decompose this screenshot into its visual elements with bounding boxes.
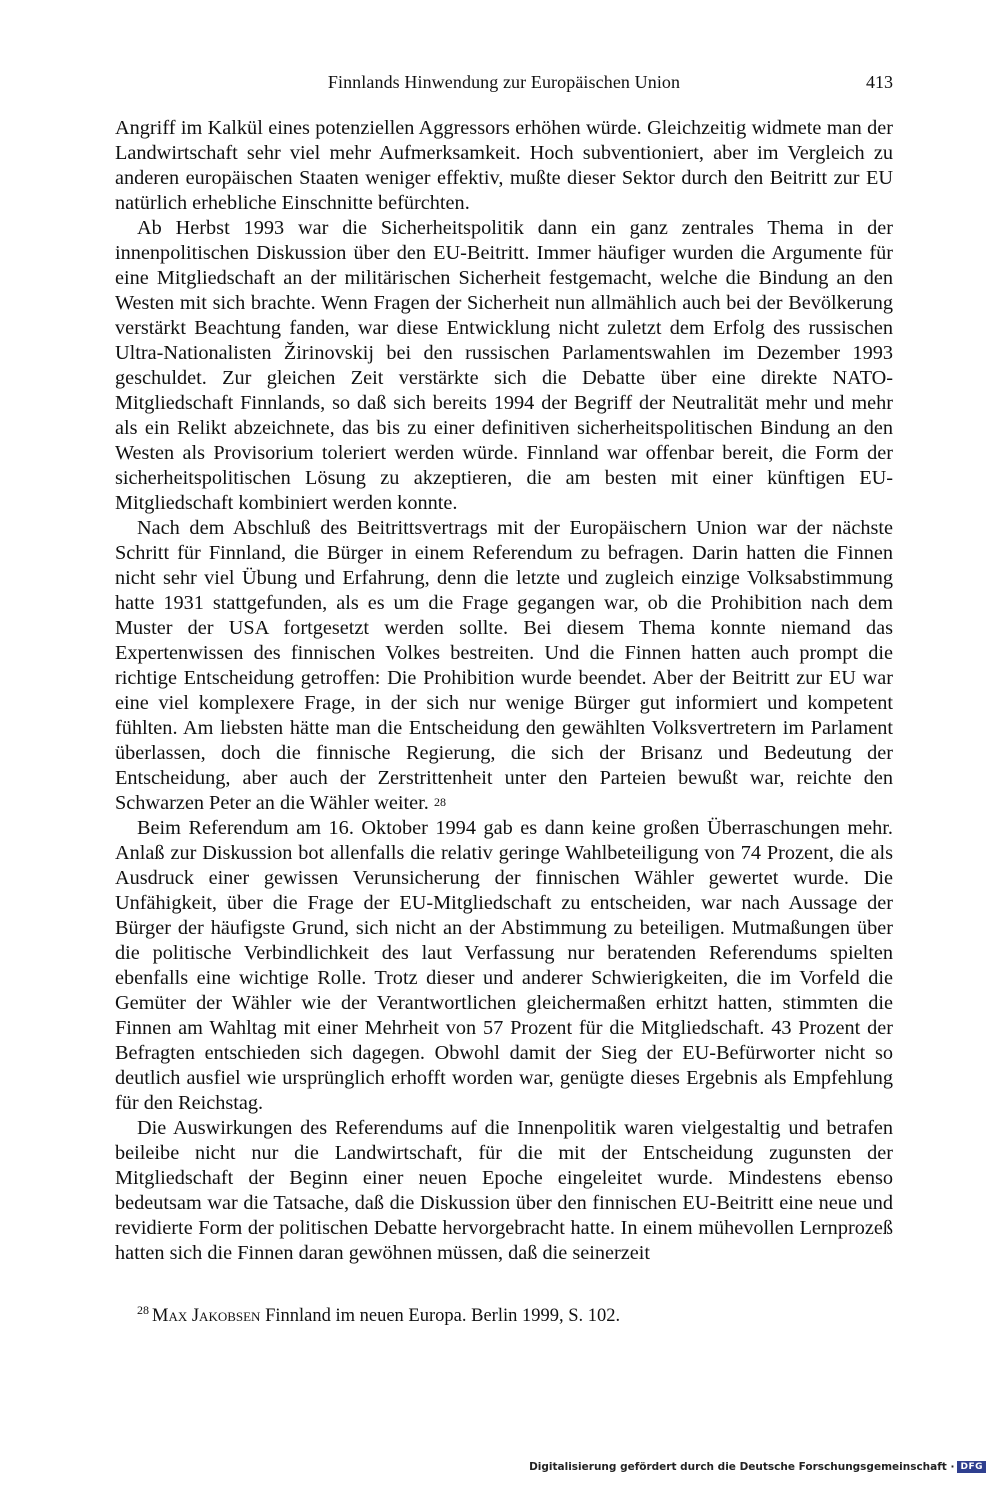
- paragraph-4: [115, 816, 893, 1116]
- footnote-author: Max Jakobsen: [152, 1306, 261, 1326]
- paragraph-text: Ab Herbst 1993 war die Sicherheitspolitik dann ein ganz zentrales Thema in der innenpolitischen Diskussion über den EU-Beitritt. Immer häufiger wurden die Argumente für eine Mitgliedschaft an der militärischen Sicherheit festgemacht, welche die Bindung an den Westen mit sich brachte. Wenn Fragen der Sicherheit nun allmählich auch bei der Bevölkerung verstärkt Beachtung fanden, war diese Entwicklung nicht zuletzt dem Erfolg des russischen Ultra-Nationalisten Žirinovskij bei den russischen Parlamentswahlen im Dezember 1993 geschuldet. Zur gleichen Zeit verstärkte sich die Debatte über eine direkte NATO-Mitgliedschaft Finnlands, so daß sich bereits 1994 der Begriff der Neutralität mehr und mehr als ein Relikt abzeichnete, das bis zu einer definitiven sicherheitspolitischen Bindung an den Westen als Provisorium toleriert werden würde. Finnland war offenbar bereit, die Form der sicherheitspolitischen Lösung zu akzeptieren, die am besten mit einer künftigen EU-Mitgliedschaft kombiniert werden konnte.: [115, 217, 893, 514]
- footnote-reference[interactable]: 28: [433, 795, 446, 809]
- paragraph-text: Nach dem Abschluß des Beitrittsvertrags mit der Europäischern Union war der nächste Schritt für Finnland, die Bürger in einem Referendum zu befragen. Darin hatten die Finnen nicht sehr viel Übung und Erfahrung, denn die letzte und zugleich einzige Volksabstimmung hatte 1931 stattgefunden, als es um die Frage gegangen war, ob die Prohibition nach dem Muster der USA fortgesetzt werden sollte. Bei diesem Thema konnte niemand das Expertenwissen des finnischen Volkes bestreiten. Und die Finnen hatten auch prompt die richtige Entscheidung getroffen: Die Prohibition wurde beendet. Aber der Beitritt zur EU war eine viel komplexere Frage, in der sich nur wenige Bürger gut informiert und kompetent fühlten. Am liebsten hätte man die Entscheidung den gewählten Volksvertretern im Parlament überlassen, doch die finnische Regierung, die sich der Brisanz und Bedeutung der Entscheidung, aber auch der Zerstrittenheit unter den Parteien bewußt war, reichte den Schwarzen Peter an die Wähler weiter.: [115, 517, 893, 814]
- running-header: [115, 72, 893, 100]
- dfg-logo-icon: DFG: [957, 1461, 986, 1473]
- paragraph-5: [115, 1116, 893, 1266]
- credit-text: Digitalisierung gefördert durch die Deutsche Forschungsgemeinschaft ·: [529, 1461, 955, 1473]
- footnote-text: Finnland im neuen Europa. Berlin 1999, S. 102.: [260, 1306, 621, 1326]
- paragraph-text: Die Auswirkungen des Referendums auf die Innenpolitik waren vielgestaltig und betrafen beileibe nicht nur die Landwirtschaft, für die mit der Entscheidung zugunsten der Mitgliedschaft der Beginn einer neuen Epoche eingeleitet wurde. Mindestens ebenso bedeutsam war die Tatsache, daß die Diskussion über den finnischen EU-Beitritt eine neue und revidierte Form der politischen Debatte hervorgebracht hatte. In einem mühevollen Lernprozeß hatten sich die Finnen daran gewöhnen müssen, daß die seinerzeit: [115, 1117, 893, 1264]
- paragraph-text: Beim Referendum am 16. Oktober 1994 gab es dann keine großen Überraschungen mehr. Anlaß zur Diskussion bot allenfalls die relativ geringe Wahlbeteiligung von 74 Prozent, die als Ausdruck einer gewissen Verunsicherung der finnischen Wähler gewertet wurde. Die Unfähigkeit, über die Frage der EU-Mitgliedschaft zu entscheiden, war nach Aussage der Bürger der häufigste Grund, sich nicht an der Abstimmung zu beteiligen. Mutmaßungen über die politische Verbindlichkeit des laut Verfassung nur beratenden Referendums spielten ebenfalls eine wichtige Rolle. Trotz dieser und anderer Schwierigkeiten, die im Vorfeld die Gemüter der Wähler wie der Verantwortlichen gleichermaßen erhitzt hatten, stimmten die Finnen am Wahltag mit einer Mehrheit von 57 Prozent für die Mitgliedschaft. 43 Prozent der Befragten entschieden sich dagegen. Obwohl damit der Sieg der EU-Befürworter nicht so deutlich ausfiel wie ursprünglich erhofft worden war, genügte dieses Ergebnis als Empfehlung für den Reichstag.: [115, 817, 893, 1114]
- footnote: [115, 1304, 893, 1329]
- body-text: [115, 116, 893, 1266]
- paragraph-3: [115, 516, 893, 816]
- footnote-number: 28: [137, 1303, 149, 1317]
- paragraph-1: [115, 116, 893, 216]
- page-number: 413: [866, 72, 893, 92]
- running-title: Finnlands Hinwendung zur Europäischen Union: [327, 72, 681, 92]
- digitization-credit: [529, 1459, 986, 1475]
- paragraph-text: Angriff im Kalkül eines potenziellen Aggressors erhöhen würde. Gleichzeitig widmete man der Landwirtschaft sehr viel mehr Aufmerksamkeit. Hoch subventioniert, aber im Vergleich zu anderen europäischen Staaten weniger effektiv, mußte dieser Sektor durch den Beitritt zur EU natürlich erhebliche Einschnitte befürchten.: [115, 117, 893, 214]
- paragraph-2: [115, 216, 893, 516]
